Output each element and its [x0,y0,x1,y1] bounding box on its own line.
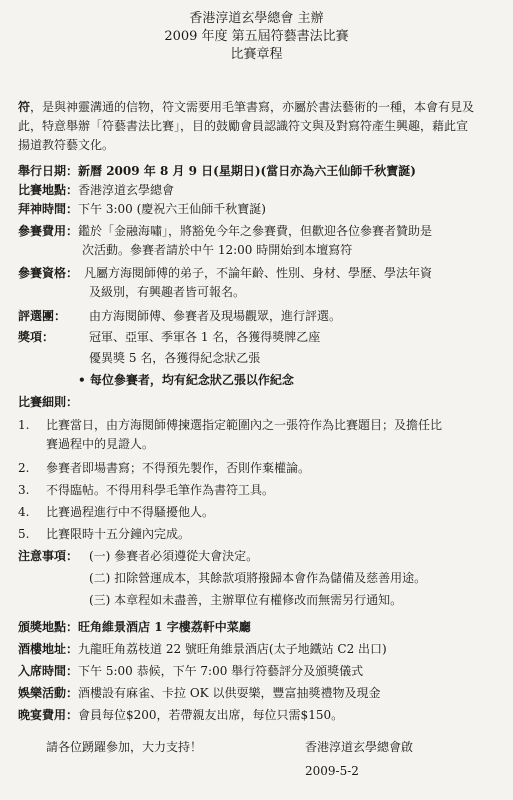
judges-row [18,307,66,326]
intro-first-char: 符 [18,100,31,114]
note-2: (二) 扣除營運成本，其餘款項將撥歸本會作為儲備及慈善用途。 [89,571,427,585]
rule-3-number: 3. [18,483,30,497]
intro-line-2: 此，特意舉辦「符藝書法比賽」，目的鼓勵會員認識符文與及對寫符產生興趣，藉此宣 [18,119,469,133]
venue-row [18,181,174,200]
prizes-label: 獎項： [18,330,55,344]
worship-value: 下午 3:00 (慶祝六王仙師千秋寶誕) [78,202,266,216]
fee-value-2: 次活動。參賽者請於中午 12:00 時開始到本壇寫符 [82,243,353,257]
rule-4-number: 4. [18,505,30,519]
note-3: (三) 本章程如未盡善，主辦單位有權修改而無需另行通知。 [89,593,403,607]
intro-paragraph [18,98,498,155]
date-row [18,162,416,181]
rule-2-number: 2. [18,461,30,475]
rules-heading: 比賽細則： [18,395,79,409]
rule-2-line-1: 參賽者即場書寫；不得預先製作，否則作棄權論。 [46,461,311,475]
signature-organization: 香港淳道玄學總會啟 [305,740,414,754]
rule-5-number: 5. [18,527,30,541]
document-title: 2009 年度 第五屆符藝書法比賽 [164,29,349,44]
restaurant-address-label: 酒樓地址： [18,642,79,656]
date-value: 新曆 2009 年 8 月 9 日(星期日)(當日亦為六王仙師千秋寶誕) [78,164,416,178]
restaurant-address-row [18,640,387,659]
qualification-label: 參賽資格： [18,266,79,280]
banquet-fee-row [18,706,343,725]
entertainment-value: 酒樓設有麻雀、卡拉 OK 以供耍樂，豐富抽獎禮物及現金 [78,686,381,700]
fee-row [18,222,432,241]
worship-label: 拜神時間： [18,202,79,216]
rule-5-line-1: 比賽限時十五分鐘內完成。 [46,527,191,541]
intro-line-3: 揚道教符藝文化。 [18,138,115,152]
organizer-line: 香港淳道玄學總會 主辦 [189,11,324,26]
signature-date: 2009-5-2 [305,764,359,778]
date-label: 舉行日期： [18,164,79,178]
note-1: (一) 參賽者必須遵從大會決定。 [89,549,259,563]
prizes-row [18,328,54,347]
document-subtitle: 比賽章程 [230,47,283,62]
seating-time-value: 下午 5:00 恭候，下午 7:00 舉行符藝評分及頒獎儀式 [78,664,364,678]
closing-appeal: 請各位踴躍參加，大力支持！ [46,740,203,754]
seating-time-row [18,662,363,681]
fee-value-1: 鑑於「金融海嘯」，將豁免今年之參賽費，但歡迎各位參賽者贊助是 [78,224,433,238]
rule-4-line-1: 比賽過程進行中不得騷擾他人。 [46,505,215,519]
qualification-value-1: 凡屬方海閱師傅的弟子，不論年齡、性別、身材、學歷、學法年資 [84,266,433,280]
intro-line-1: 符，是與神靈溝通的信物，符文需要用毛筆書寫，亦屬於書法藝術的一種，本會有見及 [18,100,475,114]
banquet-fee-label: 晚宴費用： [18,708,79,722]
qualification-value-2: 及級別，有興趣者皆可報名。 [89,285,246,299]
rule-1-line-2: 賽過程中的見證人。 [46,437,155,451]
venue-value: 香港淳道玄學總會 [78,183,175,197]
entertainment-label: 娛樂活動： [18,686,79,700]
worship-row [18,200,266,219]
venue-label: 比賽地點： [18,183,79,197]
judges-label: 評選團： [18,309,67,323]
award-venue-label: 頒獎地點： [18,620,79,634]
judges-value: 由方海閱師傅、參賽者及現場觀眾，進行評選。 [89,309,342,323]
award-venue-value: 旺角維景酒店 1 字樓荔軒中菜廳 [78,620,251,634]
rule-1-line-1: 比賽當日，由方海閱師傅揀選指定範圍內之一張符作為比賽題目；及擔任比 [46,418,443,432]
prize-line-1: 冠軍、亞軍、季軍各 1 名，各獲得獎牌乙座 [89,330,321,344]
fee-label: 參賽費用： [18,224,79,238]
banquet-fee-value: 會員每位$200，若帶親友出席，每位只需$150。 [78,708,344,722]
prize-line-3: • 每位參賽者，均有紀念狀乙張以作紀念 [78,373,294,387]
notes-label: 注意事項： [18,549,79,563]
award-venue-row [18,618,251,637]
prize-line-2: 優異獎 5 名，各獲得紀念狀乙張 [89,351,261,365]
seating-time-label: 入席時間： [18,664,79,678]
rule-1-number: 1. [18,418,30,432]
entertainment-row [18,684,380,703]
qualification-row [18,264,432,283]
rule-3-line-1: 不得臨帖。不得用科學毛筆作為書符工具。 [46,483,275,497]
restaurant-address-value: 九龍旺角荔枝道 22 號旺角維景酒店(太子地鐵站 C2 出口) [78,642,387,656]
